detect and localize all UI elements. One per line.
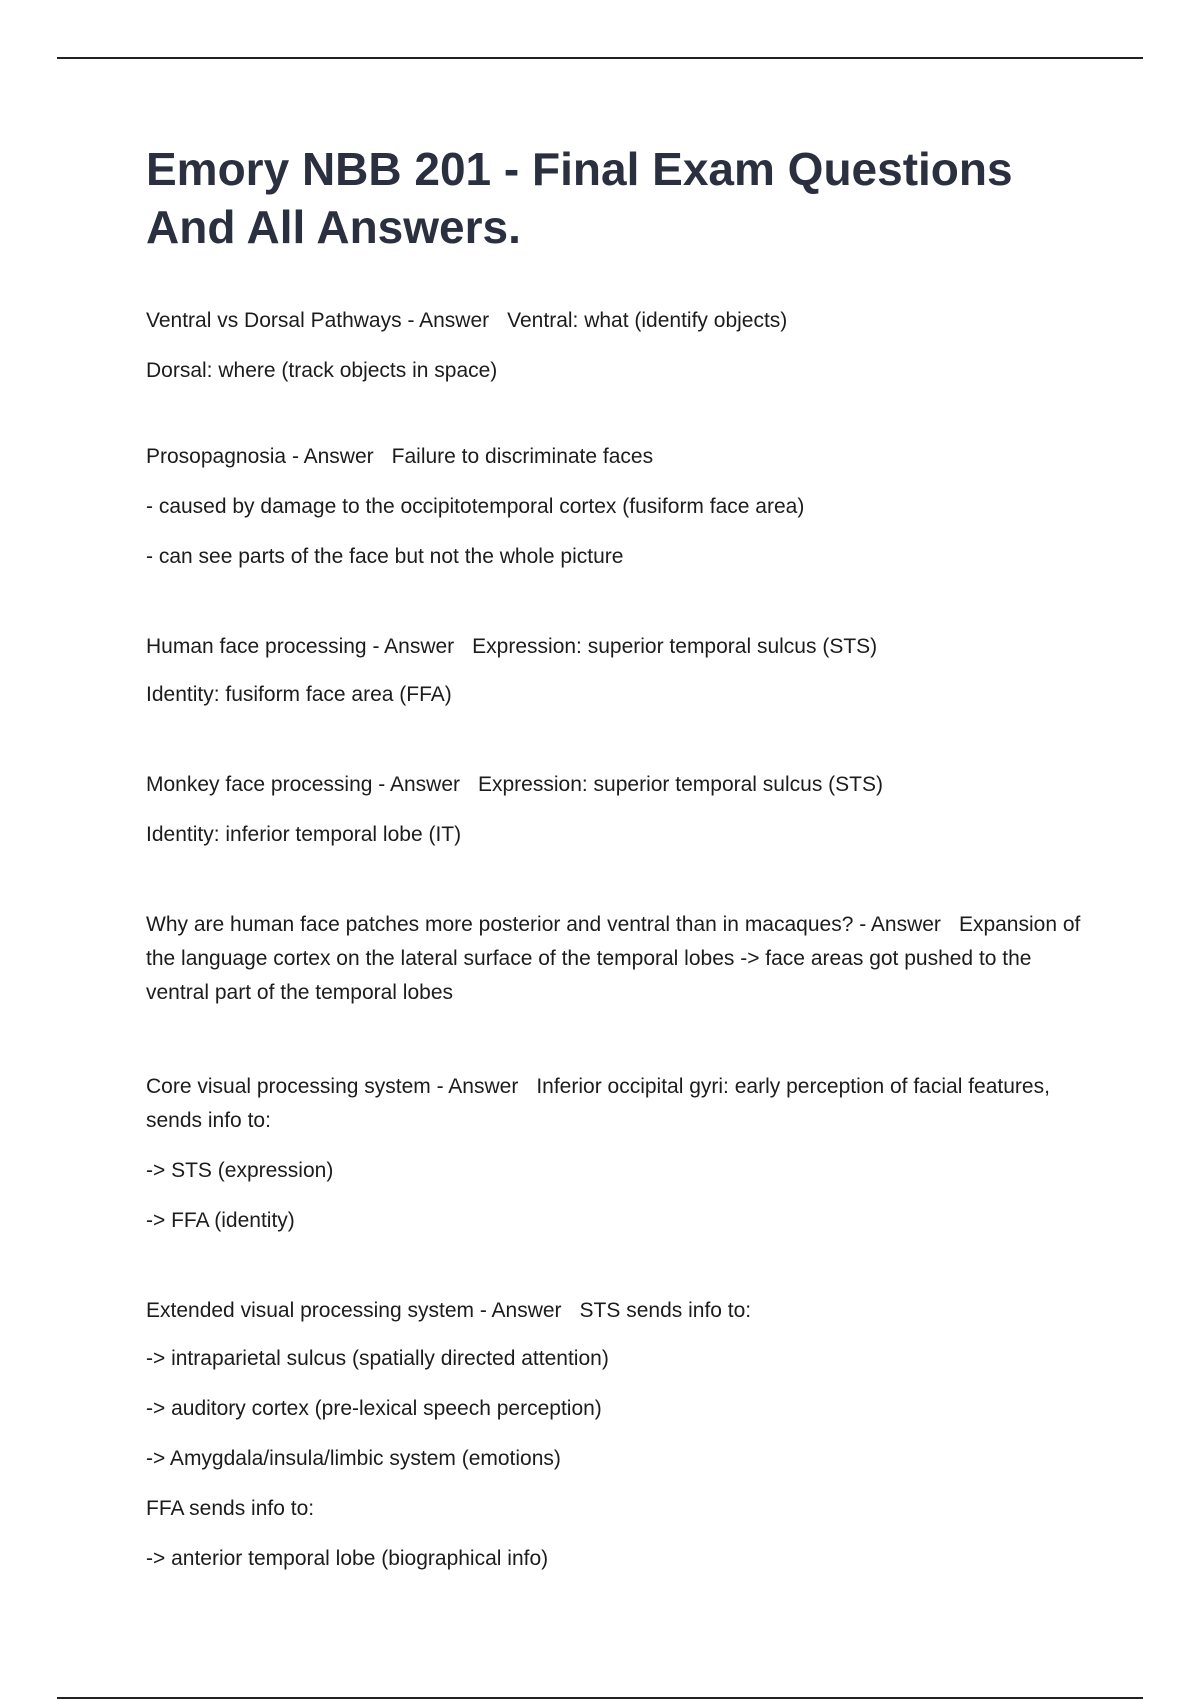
answer-detail-line: -> auditory cortex (pre-lexical speech perception) [146,1397,602,1420]
question-text: Prosopagnosia [146,445,287,468]
answer-text: Expression: superior temporal sulcus (STS) [472,635,878,658]
answer-detail-line: -> FFA (identity) [146,1209,295,1232]
question-line [146,440,1086,474]
answer-detail-line: Identity: fusiform face area (FFA) [146,683,452,706]
answer-detail-line: Dorsal: where (track objects in space) [146,359,498,382]
answer-label: - Answer [436,1075,519,1098]
answer-label: - Answer [859,913,941,936]
answer-detail-line: Identity: inferior temporal lobe (IT) [146,823,462,846]
answer-label: - Answer [291,445,374,468]
answer-text: Ventral: what (identify objects) [507,309,788,332]
document-title: Emory NBB 201 - Final Exam Questions And All Answers. [146,143,1013,253]
qa-entry [146,304,1086,388]
question-text: Monkey face processing [146,773,373,796]
answer-detail-line: - caused by damage to the occipitotemporal cortex (fusiform face area) [146,495,805,518]
qa-entry [146,908,1086,1010]
document-body [146,140,1086,1576]
qa-entry [146,768,1086,852]
qa-entry [146,440,1086,574]
answer-detail-line: FFA sends info to: [146,1497,315,1520]
answer-detail-line: - can see parts of the face but not the whole picture [146,545,624,568]
question-line [146,1294,1086,1328]
qa-entry [146,1294,1086,1576]
question-text: Human face processing [146,635,367,658]
question-text: Ventral vs Dorsal Pathways [146,309,402,332]
answer-label: - Answer [407,309,490,332]
answer-detail-line: -> STS (expression) [146,1159,334,1182]
qa-entry [146,1070,1086,1238]
answer-detail-line: -> anterior temporal lobe (biographical info) [146,1547,549,1570]
answer-detail-line: -> intraparietal sulcus (spatially directed attention) [146,1347,609,1370]
answer-text: STS sends info to: [579,1299,752,1322]
question-line [146,908,1086,1010]
answer-detail-line: -> Amygdala/insula/limbic system (emotions) [146,1447,561,1470]
answer-text: Expression: superior temporal sulcus (STS) [478,773,883,796]
qa-entry [146,630,1086,712]
answer-text: Expansion of the language cortex on the lateral surface of the temporal lobes -> face areas got pushed to the ventral part of the temporal lobes [146,913,1081,1004]
answer-label: - Answer [479,1299,562,1322]
question-text: Extended visual processing system [146,1299,474,1322]
question-line [146,768,1086,802]
bottom-rule [57,1697,1143,1699]
answer-label: - Answer [378,773,460,796]
question-text: Core visual processing system [146,1075,431,1098]
answer-text: Inferior occipital gyri: early perception of facial features, sends info to: [146,1075,1050,1132]
question-line [146,630,1086,664]
question-line [146,304,1086,338]
answer-label: - Answer [372,635,455,658]
top-rule [57,57,1143,59]
question-line [146,1070,1086,1138]
question-text: Why are human face patches more posterior and ventral than in macaques? [146,913,854,936]
answer-text: Failure to discriminate faces [391,445,654,468]
